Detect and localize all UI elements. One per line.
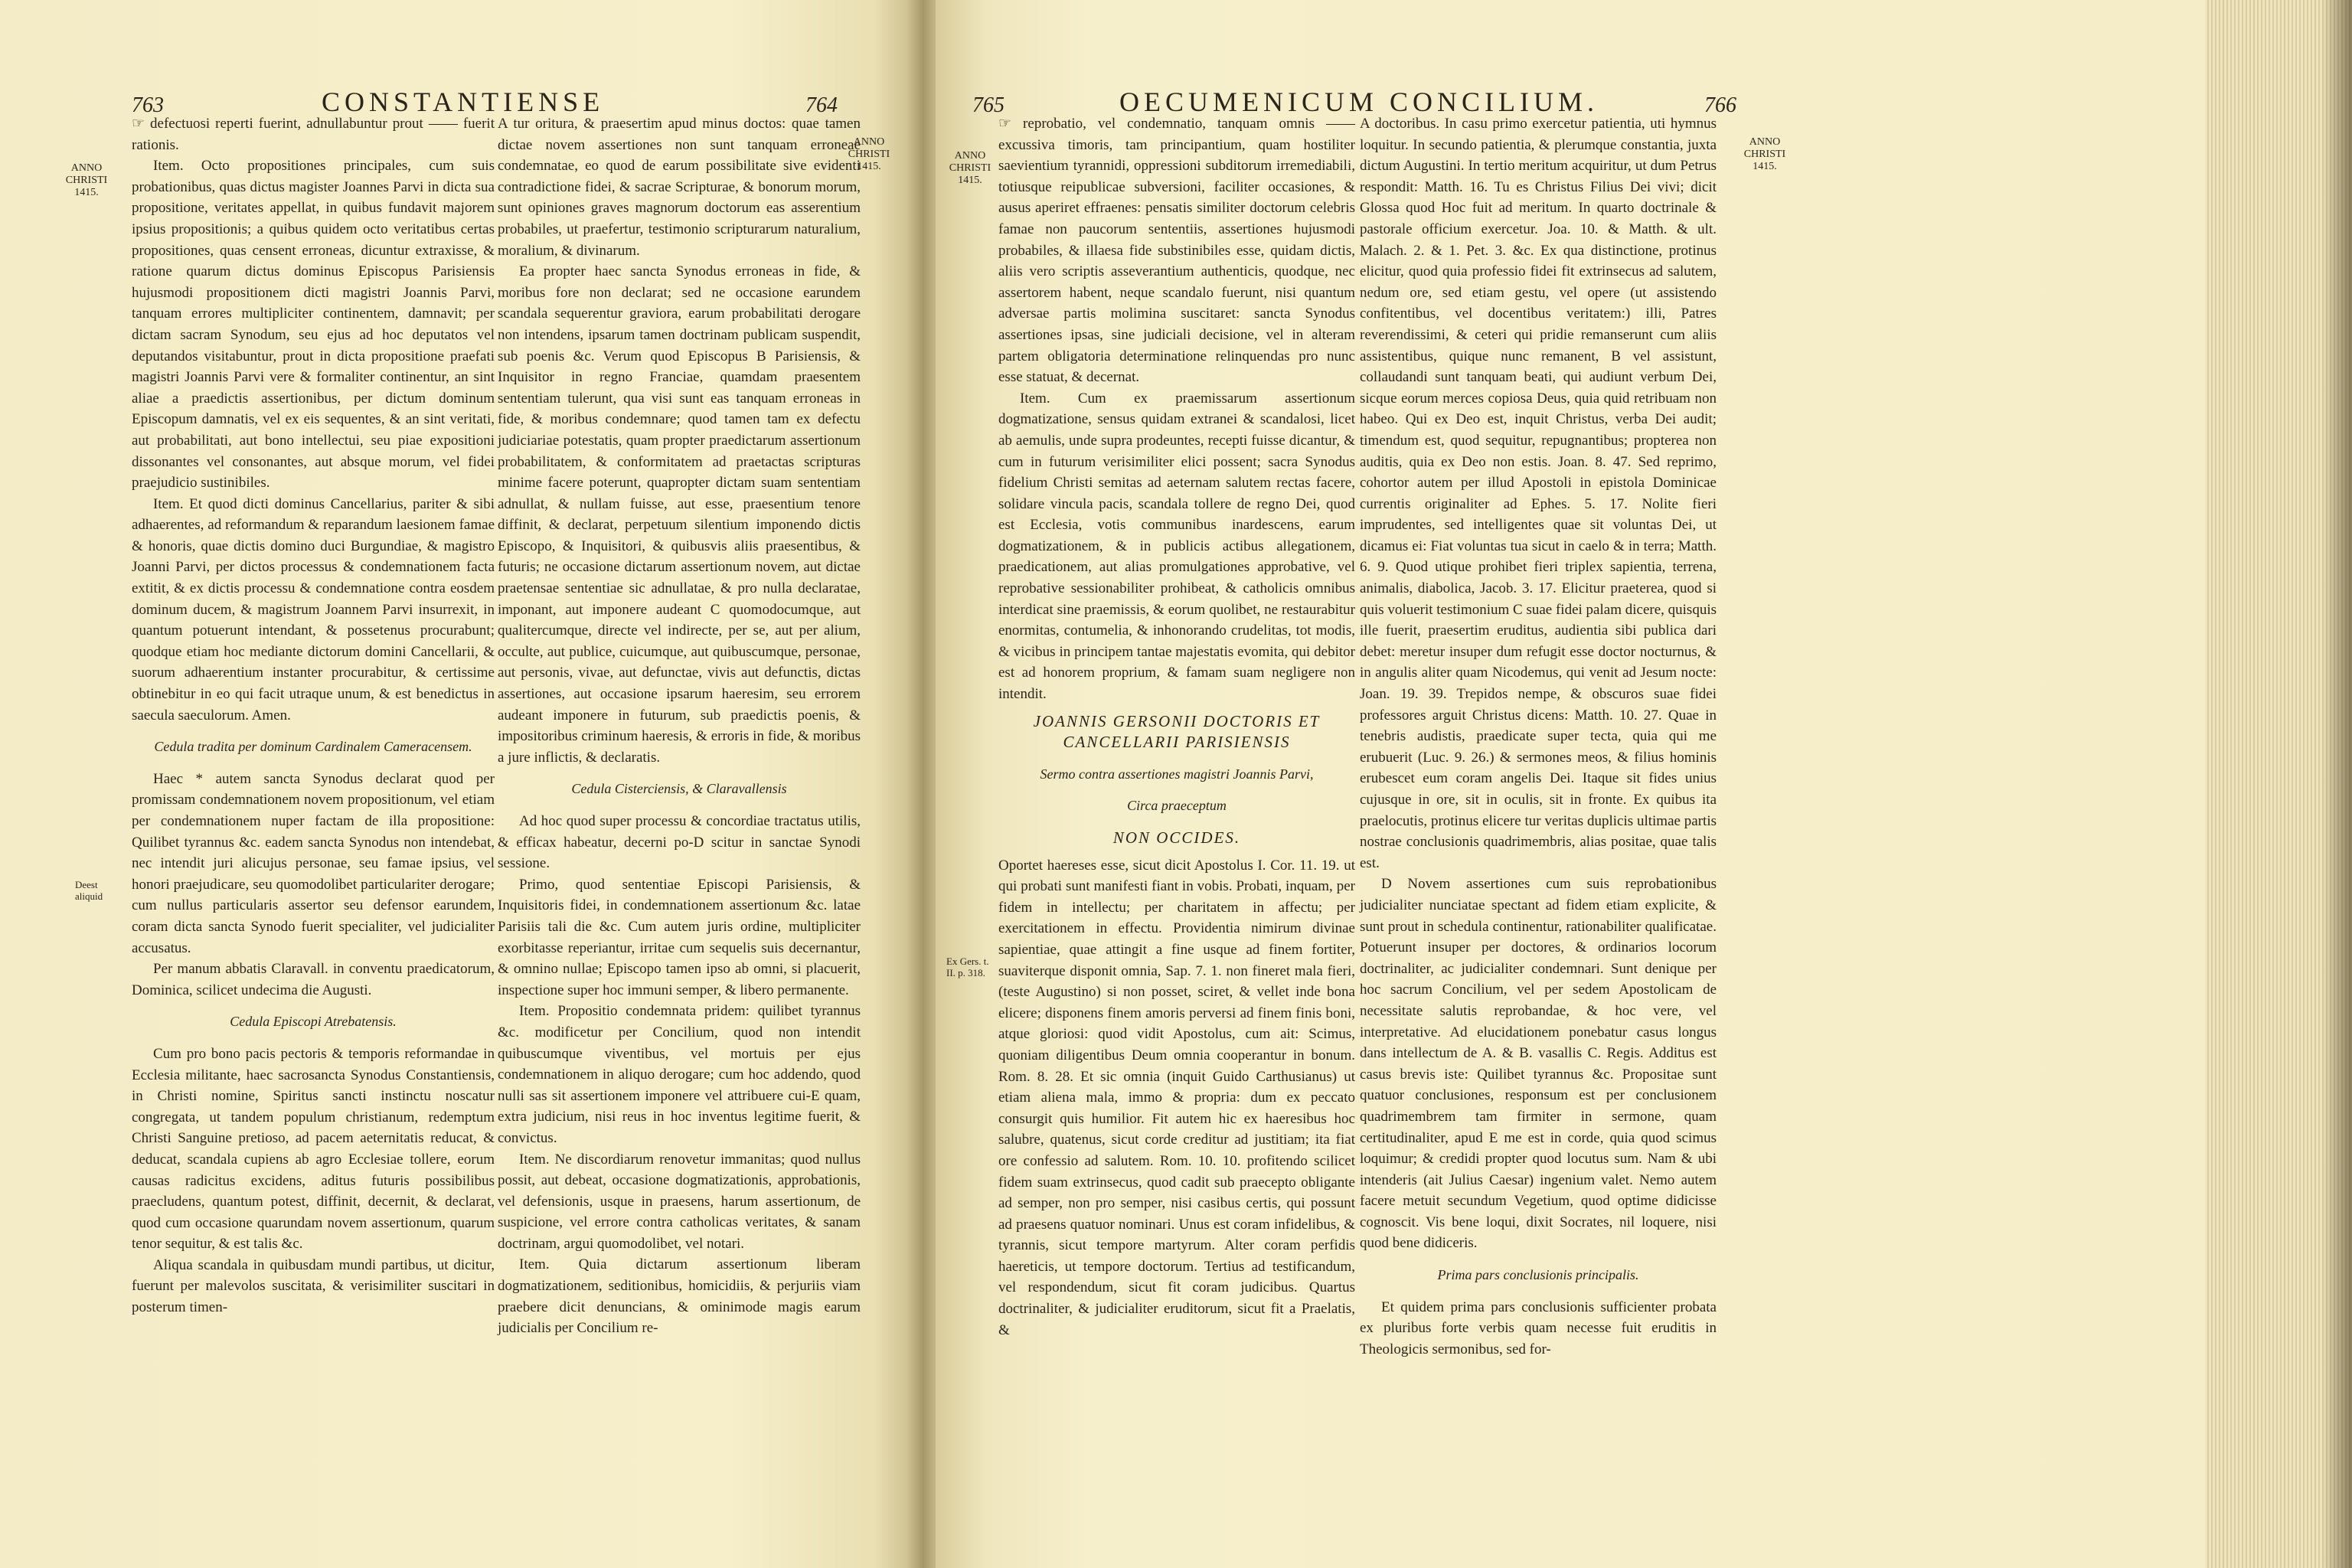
- book-gutter: [908, 0, 939, 1568]
- paragraph: Oportet haereses esse, sicut dicit Apostolus I. Cor. 11. 19. ut qui probati sunt manifesti fiant in vobis. Probati, inquam, per fidem in intellectu; per charitatem in affectu; per exercitationem in effectu. Providentia nimirum divinae sapientiae, quae attingit a fine usque ad finem fortiter, suaviterque disponit omnia, Sap. 7. 1. non fineret mala fieri, (teste Augustino) si non posset, sciret, & vellet inde bona elicere; disponens finem amoris perversi ad finem finis boni, atque gloriosi: quod vidit Apostolus, cum ait: Scimus, quoniam diligentibus Deum omnia cooperantur in bonum. Rom. 8. 28. Et sic omnia (inquit Guido Carthusianus) ut etiam aliena mala, immo & propria: dum ex peccato consurgit quis humilior. Fit autem hic ex haeresibus hoc salubre, quatenus, sicut corde creditur ad justitiam; ita fiat ore confessio ad salutem. Rom. 10. 10. profitendo scilicet fidem suam extrinsecus, quod cadit sub praecepto obligante ad semper, non pro semper, nisi casibus certis, qui possunt ad praesens quatuor nominari. Unus est coram infidelibus, & tyrannis, sicut tempore martyrum. Alter coram perfidis haereticis, ut tempore doctorum. Tertius ad testificandum, vel respondendum, sicut fit coram judicibus. Quartus doctrinaliter, & judicialiter eruditorum, sicut fit a Praelatis, &: [998, 857, 1355, 1338]
- page-number-765: 765: [972, 93, 1004, 117]
- margin-note-deest: Deest aliquid: [75, 879, 103, 902]
- sermon-subtitle: Circa praeceptum: [1127, 798, 1227, 814]
- non-occides-heading: NON OCCIDES.: [1112, 828, 1241, 847]
- paragraph: A doctoribus. In casu primo exercetur patientia, uti hymnus loquitur. In secundo patientia, & plerumque constantia, juxta dictum Augustini. In tertio meritum acquiritur, ut dum Petrus respondit: Matth. 16. Tu es Christus Filius Dei vivi; dicit Glossa quod Hoc fuit ad meritum. In quarto doctrinale & pastorale officium exercetur. Joa. 10. & Matth. & ult. Malach. 2. & 1. Pet. 3. &c. Ex qua distinctione, protinus elicitur, quod quia professio fidei fit extrinsecus ad salutem, nedum ore, sed etiam gestu, vel opere (ut assistendo confitentibus, vel docentibus veritatem:) illi, Patres reverendissimi, & ceteri qui pridie remanserunt cum aliis assistentibus, quique nunc remanent, B vel assistunt, collaudandi sunt tanquam beati, qui audiunt verbum Dei, sicque eorum merces copiosa Deus, quia quid retribuam non habeo. Qui ex Deo est, inquit Christus, verba Dei audit; timendum est, quod sequitur, repugnantibus; propterea non auditis, quia ex Deo non estis. Joan. 8. 47. Sed reprimo, cohortor autem per illud Apostoli in epistola Dominicae currentis originaliter ad Ephes. 5. 17. Nolite fieri imprudentes, sed intelligentes quae sit voluntas Dei, ut dicamus ei: Fiat voluntas tua sicut in caelo & in terra; Matth. 6. 9. Quod utique prohibet fieri triplex sapientia, terrena, animalis, diabolica, Jacob. 3. 17. Elicitur praeterea, quod si quis voluerit testimonium C suae fidei palam dicere, quisquis ille fuerit, praesertim eruditus, audientia sibi publica dari debet: meretur insuper dum refugit esse doctor nocturnus, & in angulis aliter quam Nicodemus, qui venit ad Jesum nocte: Joan. 19. 39. Trepidos nempe, & obscuros suae fidei professores arguit Christus dicens: Matth. 10. 27. Quae in tenebris audistis, praedicate super tecta, quia qui me erubuerit (Luc. 9. 26.) & sermones meos, & filius hominis erubescet eum coram angelis Dei. Itaque sit fides unius cujusque in ore, sit in oculis, sit in fronte. Ex quibus ita praelocutis, protinus elicere tur veritas duplicis ultimae partis nostrae conclusionis quadrimembris, alias positae, quae talis est.: [1360, 116, 1717, 871]
- left-page-column-2: [498, 113, 861, 1339]
- paragraph: Item. Cum ex praemissarum assertionum dogmatizatione, sensus quidam extranei & scandalosi, licet ab aemulis, unde supra prodeuntes, recepti fuisse dicantur, & cum in futurum verisimiliter elici possent; sacra Synodus fidelium Christi semitas ad aeternam salutem rectas facere, solidare vincula pacis, scandala tollere de regno Dei, quod est Ecclesia, votis communibus inardescens, earum dogmatizationem, & in publicis actibus allegationem, praedicationem, aut alias promulgationes approbative, vel reprobative sessionabiliter prohibeat, & catholicis omnibus interdicat sine praemissis, & eorum quolibet, ne restaurabitur enormitas, contumelia, & inhonorando crudelitas, tot modis, & vicibus in principem tantae majestatis evomita, qui debitor est ad honorem proprium, & famam suam negligere non intendit.: [998, 390, 1355, 703]
- left-page: [0, 0, 911, 1568]
- paragraph: Ea propter haec sancta Synodus erroneas in fide, & moribus fore non declarat; sed ne occasione earundem scandala sequerentur graviora, earum probabilitati derogare non intendens, ipsarum tamen doctrinam publicam suspendit, sub poenis &c. Verum quod Episcopus B Parisiensis, & Inquisitor in regno Franciae, quamdam praesentem sententiam tulerunt, qua visi sunt eas tanquam erroneas in fide, & moribus condemnare; quod tamen tam ex defectu judiciariae potestatis, quam propter praedictarum assertionum probabilitatem, & conformitatem ad praetactas scripturas minime facere poterunt, quapropter dictam suam sententiam adnullat, & nullam fuisse, aut esse, praesentium tenore diffinit, & declarat, perpetuum silentium imponendo dictis Episcopo, & Inquisitori, & quibusvis aliis praesentibus, & futuris; ne occasione dictarum assertionum novem, aut dictae praetensae sententiae sic adnullatae, & pro nulla declaratae, imponant, aut imponere audeant C quomodocumque, aut qualitercumque, directe vel indirecte, per se, aut per alium, occulte, aut publice, cuicumque, aut quibuscumque, personae, aut personis, vivae, aut defunctae, vivis aut defunctis, dictas assertiones, aut occasione ipsarum haeresim, seu errorem audeant imponere in futurum, sub praedictis poenis, & impositoribus criminum haeresis, & erroris in fide, & moribus a jure inflictis, & declaratis.: [498, 263, 861, 766]
- edge-shadow: [2321, 0, 2352, 1568]
- paragraph: Per manum abbatis Claravall. in conventu praedicatorum, Dominica, scilicet undecima die Augusti.: [132, 961, 495, 998]
- page-number-763: 763: [132, 93, 164, 117]
- page-edges: [2205, 0, 2352, 1568]
- sermon-author-heading: JOANNIS GERSONII DOCTORIS ET CANCELLARII PARISIENSIS: [1033, 711, 1321, 752]
- sermon-title: Sermo contra assertiones magistri Joannis Parvi,: [1040, 766, 1314, 782]
- paragraph: Cum pro bono pacis pectoris & temporis reformandae in Ecclesia militante, haec sacrosancta Synodus Constantiensis, in Christi nomine, Spiritus sancti instinctu noscatur congregata, ut tandem populum christianum, redemptum Christi Sanguine pretioso, ad pacem aeternitatis reducat, & deducat, scandala cupiens ab agro Ecclesiae tollere, eorum causas radicitus excidens, aditus futuris possibilibus praecludens, quantum potest, diffinit, decernit, & declarat, quod cum occasione quarundam novem assertionum, quarum tenor sequitur, & est talis &c.: [132, 1045, 495, 1253]
- paragraph: Item. Octo propositiones principales, cum suis probationibus, quas dictus magister Joannes Parvi in dicta sua propositione, veritates appellat, in quibus fundavit majorem ipsius propositionis; a quibus quidem octo veritatibus certas propositiones, quas censent erroneas, dicuntur extraxisse, & ratione quarum dictus dominus Episcopus Parisiensis hujusmodi propositionem dicti magistri Joannis Parvi, tanquam errores multipliciter continentem, damnavit; per dictam sacram Synodum, seu ejus ad hoc deputatos vel deputandos visitabuntur, prout in dicta propositione praefati magistri Joannis Parvi vere & formaliter continentur, an sint aliae a praedictis assertionibus, per dictum dominum Episcopum damnatis, vel ex eis sequentes, & an sint veritati, aut probabilitati, aut bono intellectui, seu piae expositioni dissonantes vel consonantes, aut absque morum, vel fidei praejudicio sustinibiles.: [132, 158, 495, 492]
- paragraph: Et quidem prima pars conclusionis sufficienter probata ex pluribus forte verbis quam necesse fuit eruditis in Theologicis sermonibus, sed for-: [1360, 1298, 1717, 1357]
- margin-note-gerson: Ex Gers. t. II. p. 318.: [946, 956, 989, 978]
- paragraph: Item. Propositio condemnata pridem: quilibet tyrannus &c. modificetur per Concilium, quod non intendit quibuscumque viventibus, vel mortuis per ejus condemnationem in aliquo derogare; cum hoc addendo, quod nulli sas sit assertionem imponere vel attribuere cui-E quam, extra judicium, nisi reus in hoc inventus legitime fuerit, & convictus.: [498, 1003, 861, 1146]
- page-number-766: 766: [1704, 93, 1736, 117]
- page-number-764: 764: [805, 93, 838, 117]
- right-page-column-1: [998, 113, 1355, 1341]
- running-header-right: OECUMENICUM CONCILIUM.: [1119, 87, 1599, 117]
- paragraph: ☞ defectuosi reperti fuerint, adnullabuntur prout —— fuerit rationis.: [132, 116, 495, 153]
- paragraph: Primo, quod sententiae Episcopi Parisiensis, & Inquisitoris fidei, in condemnationem assertionum &c. latae Parisiis tali die &c. Cum autem juris ordine, multipliciter exorbitasse reperiantur, irritae cum sequelis suis decernantur, & omnino nullae; Episcopo tamen ipso ab omni, si placuerit, inspectione super hoc immuni semper, & libero permanente.: [498, 876, 861, 998]
- paragraph: Haec * autem sancta Synodus declarat quod per promissam condemnationem novem propositionum, vel etiam per condemnationem nuper factam de illa propositione: Quilibet tyrannus &c. eadem sancta Synodus non intendebat, nec intendit juri alicujus personae, seu famae ipsius, vel honori praejudicare, seu quomodolibet particulariter derogare; cum nullus particularis assertor seu defensor earundem, coram dicta sancta Synodo fuerit specialiter, vel judicialiter accusatus.: [132, 770, 495, 956]
- anno-christi-right-right: ANNO CHRISTI 1415.: [1743, 136, 1786, 172]
- cedula-heading: Cedula Episcopi Atrebatensis.: [230, 1014, 397, 1030]
- anno-christi-left: ANNO CHRISTI 1415.: [65, 162, 108, 198]
- paragraph: Item. Ne discordiarum renovetur immanitas; quod nullus possit, aut debeat, occasione dogmatizationis, approbationis, vel defensionis, usque in praesens, harum assertionum, de suspicione, vel errore contra catholicas veritates, & sanam doctrinam, argui quomodolibet, vel notari.: [498, 1151, 861, 1252]
- anno-christi-left-right: ANNO CHRISTI 1415.: [848, 136, 890, 172]
- conclusion-heading: Prima pars conclusionis principalis.: [1437, 1267, 1639, 1283]
- paragraph: Item. Et quod dicti dominus Cancellarius, pariter & sibi adhaerentes, ad reformandum & reparandum laesionem famae & honoris, quae dictis domino duci Burgundiae, & magistro Joanni Parvi, per dictos processus & condemnationem facta extitit, & ex dictis processu & condemnatione contra eosdem dominum ducem, & magistrum Joannem Parvi insurrexit, in quantum potuerunt intendant, & possetenus procurabunt; quodque etiam hoc mediante dictorum domini Cancellarii, & suorum adhaerentium instanter procurabitur, & certissime obtinebitur in eo qui facit utraque unum, & est benedictus in saecula saeculorum. Amen.: [132, 495, 495, 724]
- paragraph: A tur oritura, & praesertim apud minus doctos: quae tamen dictae novem assertiones non sunt tanquam erroneae condemnatae, eo quod de earum possibilitate sive evidenti contradictione fidei, & sacrae Scripturae, & bonorum morum, sunt opiniones graves magnorum doctorum eas asserentium probabiles, ut praefertur, testimonio scripturarum naturalium, moralium, & divinarum.: [498, 116, 861, 259]
- left-page-column-1: [132, 113, 495, 1318]
- cedula-heading: Cedula Cisterciensis, & Claravallensis: [571, 781, 787, 797]
- paragraph: Item. Quia dictarum assertionum liberam dogmatizationem, seditionibus, homicidiis, & perjuriis viam praebere dicit denuncians, & ominimode magis earum judicialis per Concilium re-: [498, 1256, 861, 1337]
- cedula-heading: Cedula tradita per dominum Cardinalem Cameracensem.: [154, 739, 472, 755]
- paragraph: ☞ reprobatio, vel condemnatio, tanquam omnis —— excussiva timoris, tam principantium, quam hostiliter saevientium tyrannidi, oppressioni subditorum irremediabili, totiusque reipublicae subversioni, faciliter occasiones, & ausus aperiret effraenes: pensatis similiter doctorum celebris famae non paucorum sententiis, assertiones hujusmodi probabiles, & illaesa fide substinibiles esse, quidam dictis, aliis vero scriptis asseverantium authenticis, quodque, nec assertorem habent, neque scandalo fuerunt, nisi quantum adversae partis molimina suscitaret: sancta Synodus assertiones ipsas, sine judiciali decisione, vel in alteram partem obligatoria determinatione relinquendas pro nunc esse statuat, & decernat.: [998, 116, 1355, 386]
- paragraph: Ad hoc quod super processu & concordiae tractatus utilis, & efficax habeatur, decerni po-D scitur in sanctae Synodi sessione.: [498, 813, 861, 872]
- paragraph: D Novem assertiones cum suis reprobationibus judicialiter nunciatae spectant ad fidem etiam explicite, & sunt prout in schedula continentur, rationabiliter qualificatae. Potuerunt insuper per doctores, & ordinarios locorum doctrinaliter, ac judicialiter condemnari. Sunt denique per hoc sacrum Concilium, vel per sedem Apostolicam de necessitate salutis reprobandae, & hoc vere, vel interpretative. Ad elucidationem ponebatur casus longus dans intellectum de A. & B. vasallis C. Regis. Additus est casus brevis iste: Quilibet tyrannus &c. Propositae sunt quatuor conclusiones, responsum est per conclusionem quadrimembrem tam firmiter in sermone, quam certitudinaliter, apud E me est in corde, quia quod scimus loquimur; & credidi propter quod locutus sum. Nam & ubi intenderis (ait Julius Caesar) ingenium valet. Nemo autem facere metuit secundum Vegetium, quod optime didicisse cognoscit. Vis bene loqui, dixit Socrates, nil loquere, nisi quod bene didiceris.: [1360, 876, 1717, 1252]
- paragraph: Aliqua scandala in quibusdam mundi partibus, ut dicitur, fuerunt per malevolos suscitata, & verisimiliter suscitari in posterum timen-: [132, 1256, 495, 1316]
- right-page-column-2: [1360, 113, 1717, 1360]
- right-page: [936, 0, 2205, 1568]
- running-header-left: CONSTANTIENSE: [322, 87, 605, 117]
- anno-christi-right: ANNO CHRISTI 1415.: [949, 150, 991, 186]
